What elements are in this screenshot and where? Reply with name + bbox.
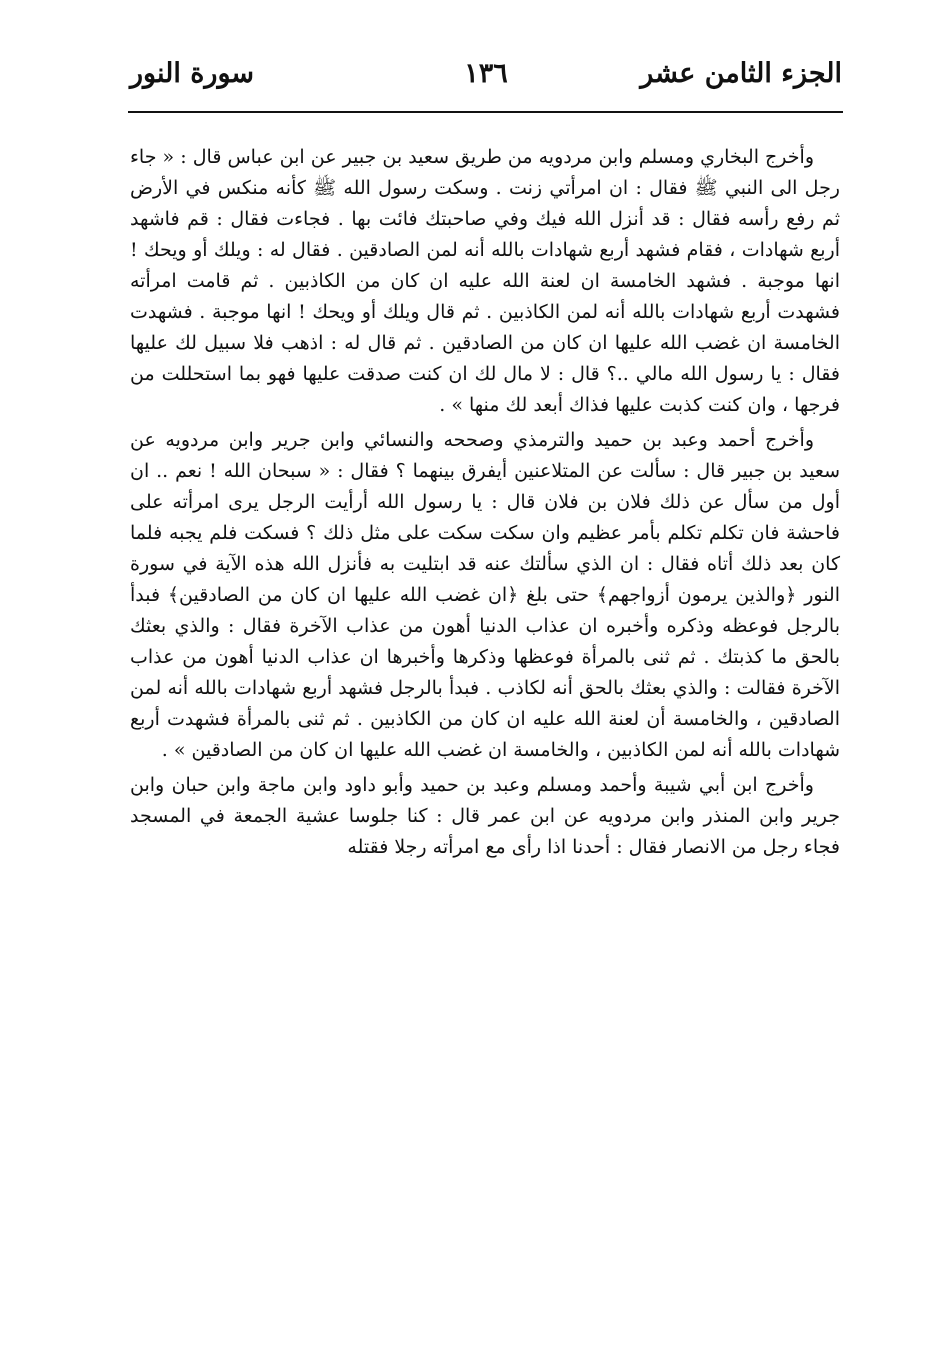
paragraph-bukhari-narration: وأخرج البخاري ومسلم وابن مردويه من طريق سعيد بن جبير عن ابن عباس قال : « جاء رجل الى النبي ﷺ فقال : ان امرأتي زنت . وسكت رسول الله ﷺ كأنه منكس في الأرض ثم رفع رأسه فقال : قد أنزل الله فيك وفي صاحبتك فائت بها . فجاءت فقال : قم فاشهد أربع شهادات ، فقام فشهد أربع شهادات بالله أنه لمن الصادقين . فقال له : ويلك أو ويحك ! انها موجبة . فشهد الخامسة ان لعنة الله عليه ان كان من الكاذبين . ثم قامت امرأته فشهدت أربع شهادات بالله أنه لمن الكاذبين . ثم قال ويلك أو ويحك ! انها موجبة . فشهدت الخامسة ان غضب الله عليها ان كان من الصادقين . ثم قال له : اذهب فلا سبيل لك عليها فقال : يا رسول الله مالي ..؟ قال : لا مال لك ان كنت صدقت عليها فهو بما استحللت من فرجها ، وان كنت كذبت عليها فذاك أبعد لك منها » . [130, 146, 840, 416]
paragraph-ahmad-narration: وأخرج أحمد وعبد بن حميد والترمذي وصححه والنسائي وابن جرير وابن مردويه عن سعيد بن جبير قال : سألت عن المتلاعنين أيفرق بينهما ؟ فقال : « سبحان الله ! نعم .. ان أول من سأل عن ذلك فلان بن فلان قال : يا رسول الله أرأيت الرجل يرى امرأته على فاحشة فان تكلم تكلم بأمر عظيم وان سكت سكت على مثل ذلك ؟ فسكت فلم يجبه فلما كان بعد ذلك أتاه فقال : ان الذي سألتك عنه قد ابتليت به فأنزل الله هذه الآية في سورة النور ﴿والذين يرمون أزواجهم﴾ حتى بلغ ﴿ان غضب الله عليها ان كان من الصادقين﴾ فبدأ بالرجل فوعظه وذكره وأخبره ان عذاب الدنيا أهون من عذاب الآخرة فقال : والذي بعثك بالحق ما كذبتك . ثم ثنى بالمرأة فوعظها وذكرها وأخبرها ان عذاب الدنيا أهون من عذاب الآخرة فقالت : والذي بعثك بالحق أنه لكاذب . فبدأ بالرجل فشهد أربع شهادات بالله أنه لمن الصادقين ، والخامسة أن لعنة الله عليه ان كان من الكاذبين . ثم ثنى بالمرأة فشهدت أربع شهادات بالله أنه لمن الكاذبين ، والخامسة ان غضب الله عليها ان كان من الصادقين » . [130, 429, 840, 761]
surah-title: سورة النور [130, 58, 255, 89]
header-divider [128, 111, 843, 113]
page-number: ١٣٦ [464, 58, 508, 89]
paragraph-ibn-abi-shaybah-narration: وأخرج ابن أبي شيبة وأحمد ومسلم وعبد بن حميد وأبو داود وابن ماجة وابن حبان وابن جرير وابن المنذر وابن مردويه عن ابن عمر قال : كنا جلوسا عشية الجمعة في المسجد فجاء رجل من الانصار فقال : أحدنا اذا رأى مع امرأته رجلا فقتله [130, 774, 840, 858]
part-title: الجزء الثامن عشر [640, 58, 842, 89]
page-body [130, 142, 840, 867]
page-header [130, 58, 842, 106]
